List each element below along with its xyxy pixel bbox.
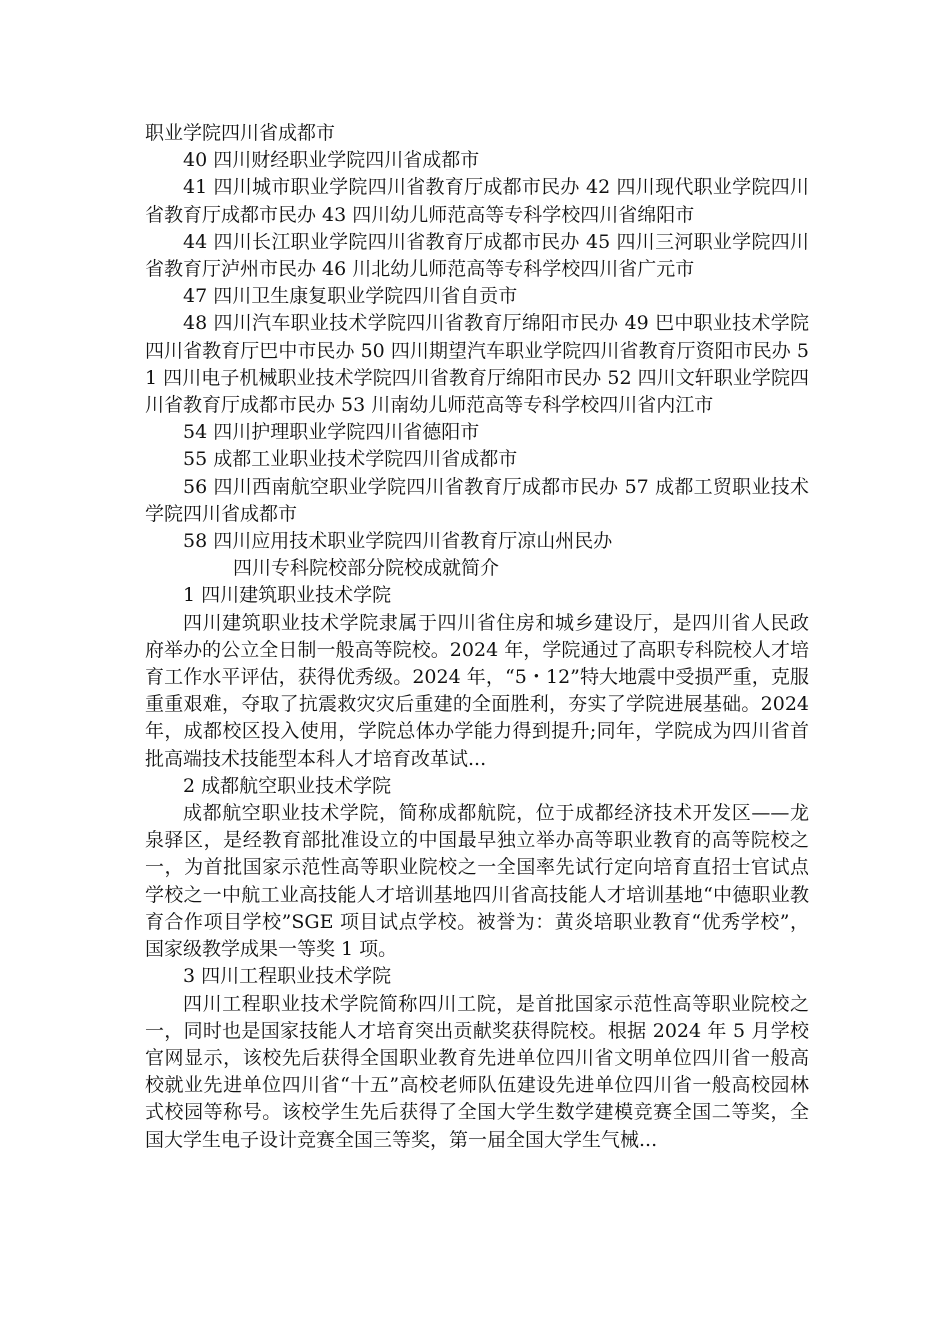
list-item: 54 四川护理职业学院四川省德阳市 [183,421,480,444]
school-title: 3 四川工程职业技术学院 [183,965,392,988]
list-item: 47 四川卫生康复职业学院四川省自贡市 [183,285,518,308]
school-title: 2 成都航空职业技术学院 [183,774,392,797]
school-description: 四川建筑职业技术学院隶属于四川省住房和城乡建设厅，是四川省人民政府举办的公立全日制一般高等院校。2024 年，学院通过了高职专科院校人才培育工作水平评估，获得优秀级。2024 年，“5・12”特大地震中受损严重，克服重重艰难，夺取了抗震救灾灾后重建的全面胜利，夯实了学院进展基础。2024 年，成都校区投入使用，学院总体办学能力得到提升;同年，学院成为四川省首批高端技术技能型本科人才培育改革试... [145,611,809,770]
document-page [145,120,809,1154]
list-item: 56 四川西南航空职业学院四川省教育厅成都市民办 57 成都工贸职业技术学院四川省成都市 [145,475,809,525]
list-item: 40 四川财经职业学院四川省成都市 [183,149,480,172]
list-item: 58 四川应用技术职业学院四川省教育厅凉山州民办 [183,530,613,553]
school-title: 1 四川建筑职业技术学院 [183,584,392,607]
list-item: 48 四川汽车职业技术学院四川省教育厅绵阳市民办 49 巴中职业技术学院四川省教育厅巴中市民办 50 四川期望汽车职业学院四川省教育厅资阳市民办 51 四川电子机械职业技术学院四川省教育厅绵阳市民办 52 四川文轩职业学院四川省教育厅成都市民办 53 川南幼儿师范高等专科学校四川省内江市 [145,312,809,417]
list-item: 55 成都工业职业技术学院四川省成都市 [183,448,518,471]
list-item: 职业学院四川省成都市 [145,122,336,144]
school-description: 四川工程职业技术学院简称四川工院，是首批国家示范性高等职业院校之一，同时也是国家技能人才培育突出贡献奖获得院校。根据 2024 年 5 月学校官网显示，该校先后获得全国职业教育先进单位四川省文明单位四川省一般高校就业先进单位四川省“十五”高校老师队伍建设先进单位四川省一般高校园林式校园等称号。该校学生先后获得了全国大学生数学建模竞赛全国二等奖，全国大学生电子设计竞赛全国三等奖，第一届全国大学生气械... [145,992,809,1151]
list-item: 44 四川长江职业学院四川省教育厅成都市民办 45 四川三河职业学院四川省教育厅泸州市民办 46 川北幼儿师范高等专科学校四川省广元市 [145,230,809,281]
section-heading: 四川专科院校部分院校成就简介 [233,557,500,580]
list-item: 41 四川城市职业学院四川省教育厅成都市民办 42 四川现代职业学院四川省教育厅成都市民办 43 四川幼儿师范高等专科学校四川省绵阳市 [145,176,809,226]
school-description: 成都航空职业技术学院，简称成都航院，位于成都经济技术开发区——龙泉驿区，是经教育部批准设立的中国最早独立举办高等职业教育的高等院校之一，为首批国家示范性高等职业院校之一全国率先试行定向培育直招士官试点学校之一中航工业高技能人才培训基地四川省高技能人才培训基地“中德职业教育合作项目学校”SGE 项目试点学校。被誉为：黄炎培职业教育“优秀学校”，国家级教学成果一等奖 1 项。 [145,802,809,961]
